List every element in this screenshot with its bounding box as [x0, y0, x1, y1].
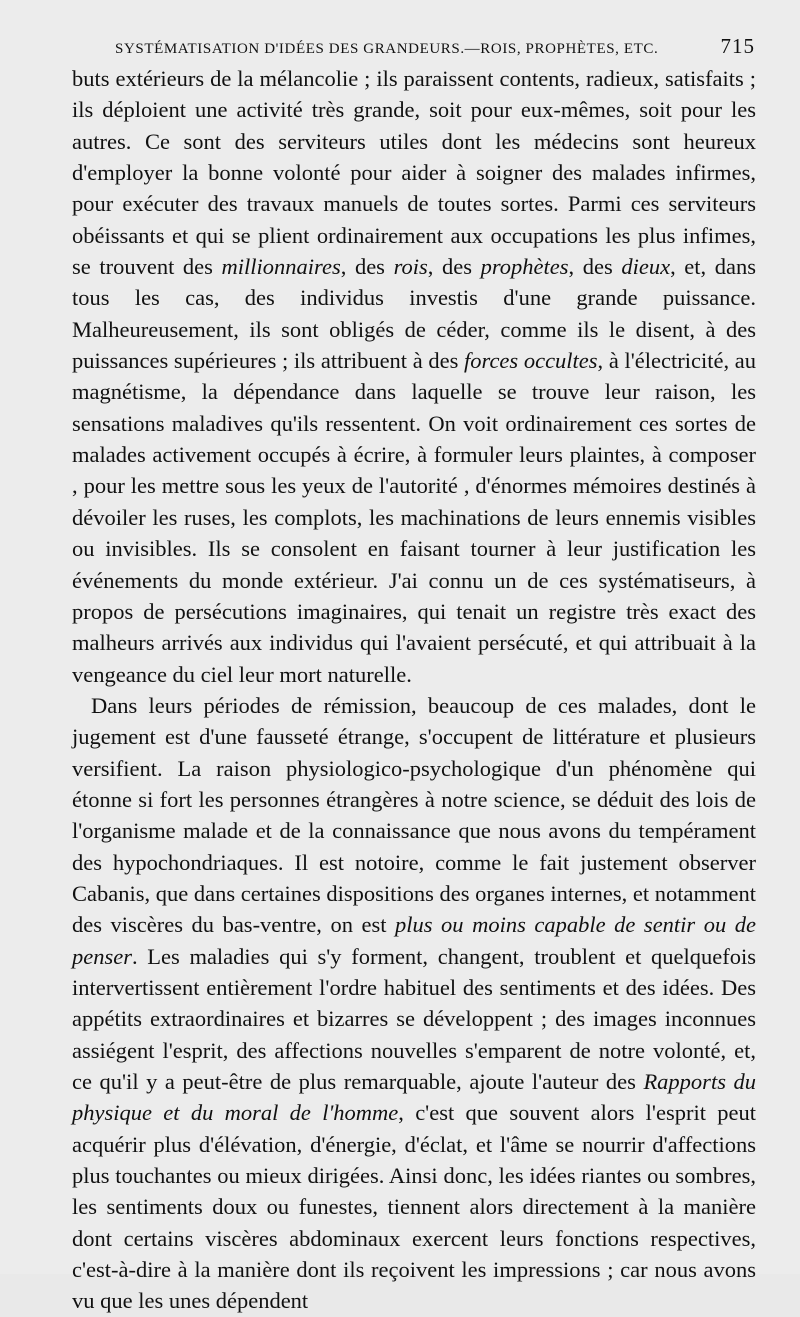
running-header [115, 34, 755, 59]
text-run: Dans leurs périodes de rémission, beaucoup de ces malades, dont le jugement est d'une fausseté étrange, s'occupent de littérature et plusieurs versifient. La raison physiologico-psychologique d'un phénomène qui étonne si fort les personnes étrangères à notre science, se déduit des lois de l'organisme malade et de la connaissance que nous avons du tempérament des hypochondriaques. Il est notoire, comme le fait justement observer Cabanis, que dans certaines dispositions des organes internes, et notamment des viscères du bas-ventre, on est [72, 692, 756, 938]
italic-term: rois [393, 254, 428, 280]
text-run: , des [427, 254, 481, 280]
italic-term: dieux [621, 254, 671, 280]
body-text [72, 63, 756, 1317]
running-title: SYSTÉMATISATION D'IDÉES DES GRANDEURS.—ROIS, PROPHÈTES, ETC. [115, 41, 659, 57]
paragraph-2 [72, 690, 756, 1317]
text-run: , des [568, 254, 622, 280]
text-run: , c'est que souvent alors l'esprit peut acquérir plus d'élévation, d'énergie, d'éclat, et l'âme se nourrir d'affections plus touchantes ou mieux dirigées. Ainsi donc, les idées riantes ou sombres, les sentiments doux ou funestes, tiennent alors directement à la manière dont certains viscères abdominaux exercent leurs fonctions respectives, c'est-à-dire à la manière dont ils reçoivent les impressions ; car nous avons vu que les unes dépendent [72, 1100, 756, 1314]
paragraph-1 [72, 63, 756, 690]
italic-term: prophètes [480, 254, 569, 280]
text-run: , et, dans tous les cas, des individus investis d'une grande puissance. Malheureusement, ils sont obligés de céder, comme ils le disent, à des puissances supérieures ; ils attribuent à des [72, 254, 757, 374]
page-number: 715 [720, 34, 755, 58]
italic-book-title: Rapports du physique et du moral de l'homme [72, 1069, 756, 1126]
text-run: buts extérieurs de la mélancolie ; ils paraissent contents, radieux, satisfaits ; ils déploient une activité très grande, soit pour eux-mêmes, soit pour les autres. Ce sont des serviteurs utiles dont les médecins sont heureux d'employer la bonne volonté pour aider à soigner des malades infirmes, pour exécuter des travaux manuels de toutes sortes. Parmi ces serviteurs obéissants et qui se plient ordinairement aux occupations les plus infimes, se trouvent des [72, 66, 756, 280]
text-run: , des [340, 254, 394, 280]
italic-quote: plus ou moins capable de sentir ou de penser [72, 912, 756, 969]
italic-term: millionnaires [221, 254, 341, 280]
text-run: , à l'électricité, au magnétisme, la dépendance dans laquelle se trouve leur raison, les sensations maladives qu'ils ressentent. On voit ordinairement ces sortes de malades activement occupés à écrire, à formuler leurs plaintes, à composer , pour les mettre sous les yeux de l'autorité , d'énormes mémoires destinés à dévoiler les ruses, les complots, les machinations de leurs ennemis visibles ou invisibles. Ils se consolent en faisant tourner à leur justification les événements du monde extérieur. J'ai connu un de ces systématiseurs, à propos de persécutions imaginaires, qui tenait un registre très exact des malheurs arrivés aux individus qui l'avaient persécuté, et qui attribuait à la vengeance du ciel leur mort naturelle. [72, 348, 756, 687]
text-run: . Les maladies qui s'y forment, changent, troublent et quelquefois intervertissent entièrement l'ordre habituel des sentiments et des idées. Des appétits extraordinaires et bizarres se développent ; des images inconnues assiégent l'esprit, des affections nouvelles s'emparent de notre volonté, et, ce qu'il y a peut-être de plus remarquable, ajoute l'auteur des [72, 943, 756, 1094]
italic-term: forces occultes [464, 348, 598, 374]
